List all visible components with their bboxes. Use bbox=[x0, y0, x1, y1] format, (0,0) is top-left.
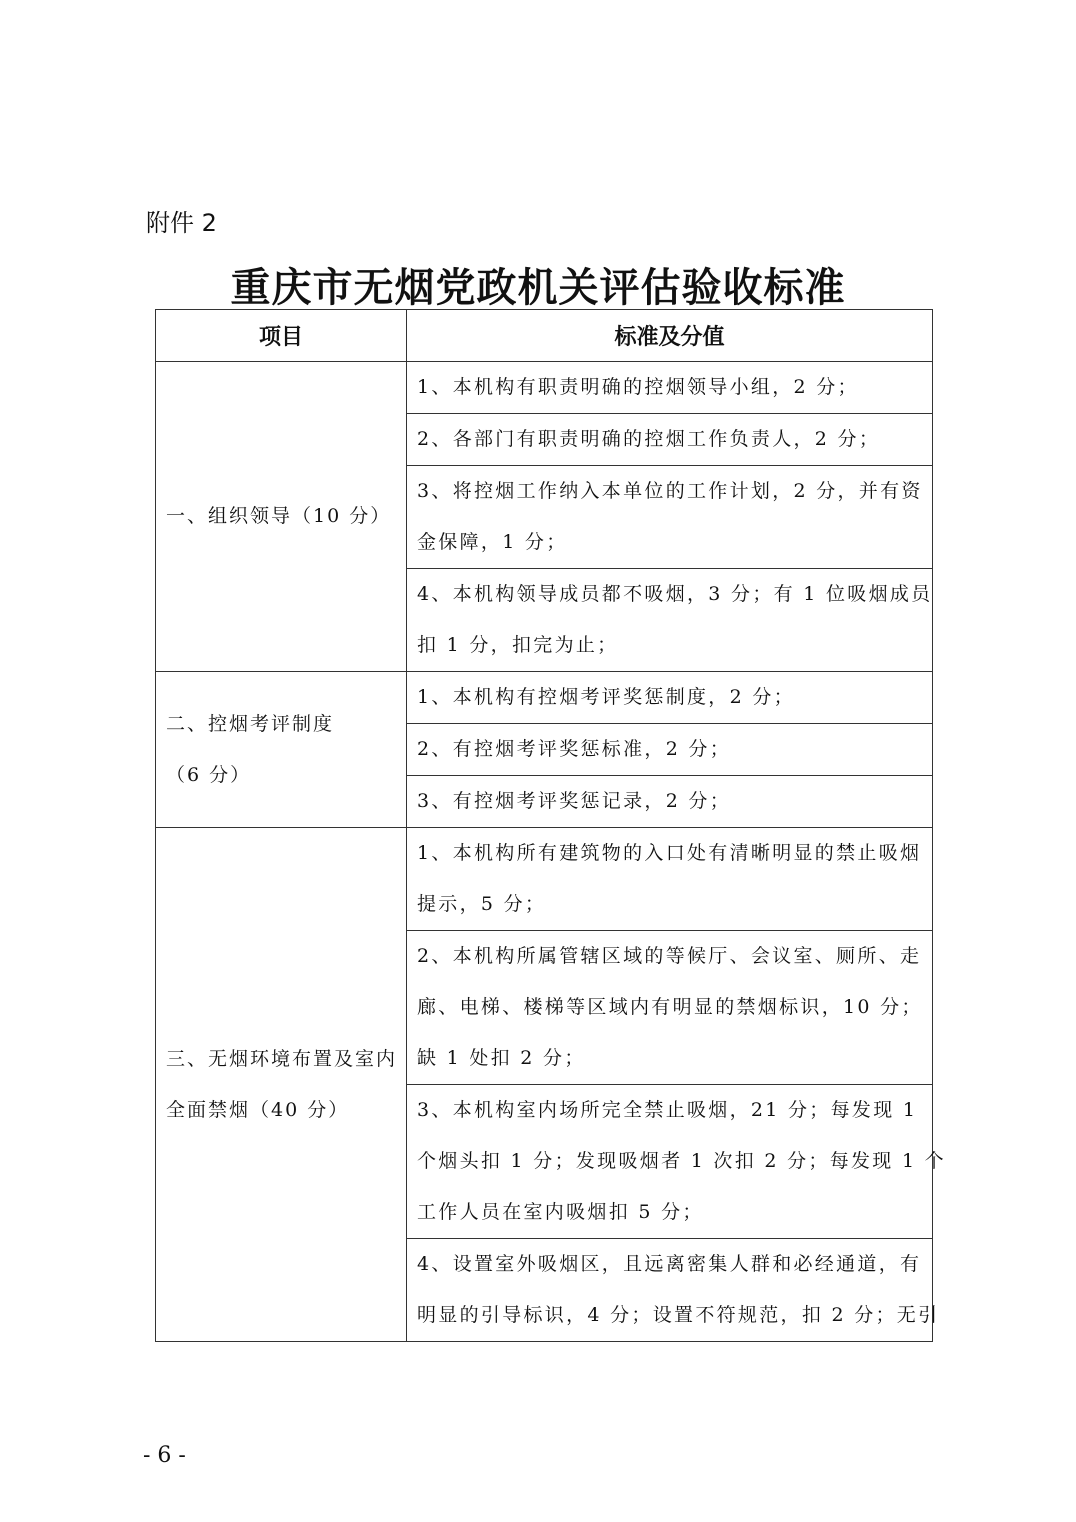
criterion-text: 廊、电梯、楼梯等区域内有明显的禁烟标识，10 分； bbox=[417, 996, 923, 1018]
criterion-text: 工作人员在室内吸烟扣 5 分； bbox=[417, 1201, 704, 1223]
table-row bbox=[156, 828, 933, 931]
criterion-cell bbox=[407, 569, 933, 672]
criterion-cell bbox=[407, 672, 933, 724]
document-title: 重庆市无烟党政机关评估验收标准 bbox=[230, 264, 846, 311]
criterion-text: 1、本机构有职责明确的控烟领导小组，2 分； bbox=[417, 376, 859, 398]
criterion-text: 明显的引导标识，4 分；设置不符规范，扣 2 分；无引 bbox=[417, 1304, 940, 1326]
criterion-cell bbox=[407, 1085, 946, 1239]
criterion-cell bbox=[407, 931, 933, 1085]
section-item-text: 二、控烟考评制度 bbox=[166, 712, 335, 735]
criterion-text: 扣 1 分，扣完为止； bbox=[417, 634, 619, 656]
criterion-text: 3、本机构室内场所完全禁止吸烟，21 分；每发现 1 bbox=[417, 1099, 918, 1121]
section-item-cell bbox=[156, 362, 407, 672]
section-item-text: 全面禁烟（40 分） bbox=[166, 1098, 350, 1121]
criterion-cell bbox=[407, 828, 933, 931]
criterion-text: 金保障，1 分； bbox=[417, 531, 568, 553]
table-header-row bbox=[156, 310, 933, 362]
section-item-cell bbox=[156, 828, 407, 1342]
table-row bbox=[156, 672, 933, 724]
criterion-text: 3、将控烟工作纳入本单位的工作计划，2 分，并有资 bbox=[417, 480, 923, 502]
header-criteria: 标准及分值 bbox=[407, 310, 933, 362]
criterion-cell bbox=[407, 414, 933, 466]
criterion-text: 3、有控烟考评奖惩记录，2 分； bbox=[417, 790, 732, 812]
section-item-text: 三、无烟环境布置及室内 bbox=[166, 1047, 398, 1070]
criterion-text: 4、本机构领导成员都不吸烟，3 分；有 1 位吸烟成员 bbox=[417, 583, 933, 605]
section-item-cell bbox=[156, 672, 407, 828]
criterion-text: 2、本机构所属管辖区域的等候厅、会议室、厕所、走 bbox=[417, 945, 922, 967]
attachment-label: 附件 2 bbox=[146, 209, 217, 237]
criterion-text: 2、有控烟考评奖惩标准，2 分； bbox=[417, 738, 732, 760]
criterion-cell bbox=[407, 1239, 940, 1342]
criterion-text: 1、本机构所有建筑物的入口处有清晰明显的禁止吸烟 bbox=[417, 842, 922, 864]
section-item-text: （6 分） bbox=[166, 763, 252, 786]
criterion-cell bbox=[407, 466, 933, 569]
criterion-text: 提示，5 分； bbox=[417, 893, 547, 915]
page-number: - 6 - bbox=[143, 1443, 186, 1468]
section-item-text: 一、组织领导（10 分） bbox=[166, 505, 392, 527]
criterion-text: 个烟头扣 1 分；发现吸烟者 1 次扣 2 分；每发现 1 个 bbox=[417, 1150, 946, 1172]
criterion-cell bbox=[407, 362, 933, 414]
criterion-text: 4、设置室外吸烟区，且远离密集人群和必经通道，有 bbox=[417, 1253, 922, 1275]
evaluation-standards-table bbox=[155, 309, 946, 1342]
criterion-text: 1、本机构有控烟考评奖惩制度，2 分； bbox=[417, 686, 795, 708]
table-row bbox=[156, 362, 933, 414]
criterion-text: 2、各部门有职责明确的控烟工作负责人，2 分； bbox=[417, 428, 881, 450]
criterion-cell bbox=[407, 724, 933, 776]
criterion-text: 缺 1 处扣 2 分； bbox=[417, 1047, 586, 1069]
criterion-cell bbox=[407, 776, 933, 828]
header-item: 项目 bbox=[156, 310, 407, 362]
